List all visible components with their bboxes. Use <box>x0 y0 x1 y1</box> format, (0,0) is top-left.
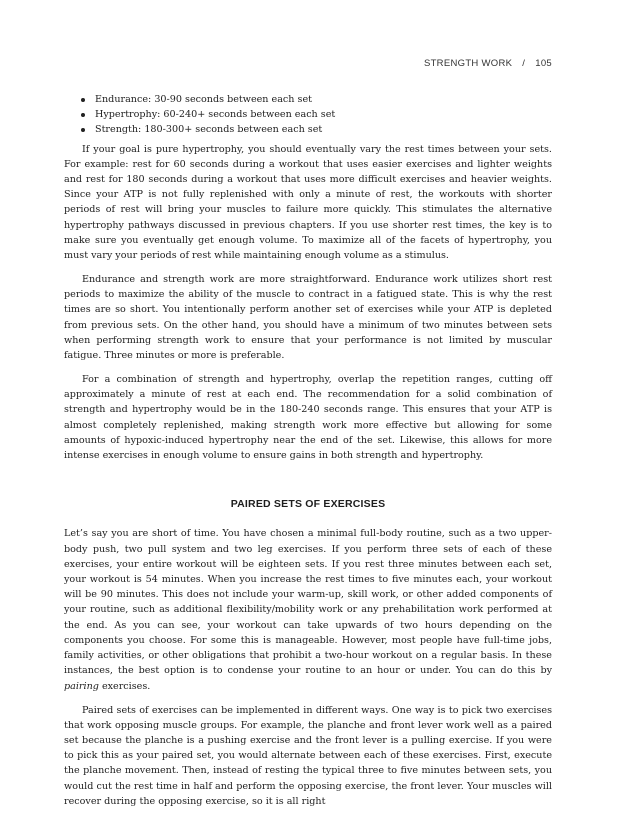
body-paragraph: For a combination of strength and hypertrophy, overlap the repetition ranges, cutting off approximately a minute of rest at each end. The recommendation for a solid combination of strength and hypertrophy would be in the 180-240 seconds range. This ensures that your ATP is almost completely replenished, making strength work more effective but allowing for some amounts of hypoxic-induced hypertrophy near the end of the set. Likewise, this allows for more intense exercises in enough volume to ensure gains in both strength and hypertrophy. <box>64 374 552 462</box>
section-heading: PAIRED SETS OF EXERCISES <box>230 498 386 511</box>
emphasis-text: pairing <box>64 680 99 692</box>
page-number: 105 <box>535 58 552 69</box>
list-item: Endurance: 30-90 seconds between each set <box>64 92 552 107</box>
running-header-separator: / <box>522 58 526 69</box>
rest-time-list <box>64 92 552 138</box>
body-paragraph: If your goal is pure hypertrophy, you should eventually vary the rest times between your sets. For example: rest for 60 seconds during a workout that uses easier exercises and lighter weights and rest for 180 seconds during a workout that uses more difficult exercises and heavier weights. Since your ATP is not fully replenished with only a minute of rest, the workouts with shorter periods of rest will bring your muscles to failure more quickly. This stimulates the alternative hypertrophy pathways discussed in previous chapters. If you use shorter rest times, the key is to make sure you eventually get enough volume. To maximize all of the facets of hypertrophy, you must vary your periods of rest while maintaining enough volume as a stimulus. <box>64 143 552 262</box>
body-paragraph: Endurance and strength work are more straightforward. Endurance work utilizes short rest periods to maximize the ability of the muscle to contract in a fatigued state. This is why the rest times are so short. You intentionally perform another set of exercises while your ATP is depleted from previous sets. On the other hand, you should have a minimum of two minutes between sets when performing strength work to ensure that your performance is not limited by muscular fatigue. Three minutes or more is preferable. <box>64 274 552 362</box>
page-body <box>64 92 552 818</box>
running-header <box>424 58 552 69</box>
body-paragraph <box>64 526 552 693</box>
running-header-section: STRENGTH WORK <box>423 58 513 69</box>
list-item: Hypertrophy: 60-240+ seconds between each set <box>64 107 552 122</box>
paragraph-text: Let’s say you are short of time. You have chosen a minimal full-body routine, such as a two upper-body push, two pull system and two leg exercises. If you perform three sets of each of these exercises, your entire workout will be eighteen sets. If you rest three minutes between each set, your workout is 54 minutes. When you increase the rest times to five minutes each, your workout will be 90 minutes. This does not include your warm-up, skill work, or other added components of your routine, such as additional flexibility/mobility work or any prehabilitation work performed at the end. As you can see, your workout can take upwards of two hours depending on the components you choose. For some this is manageable. However, most people have full-time jobs, family activities, or other obligations that prohibit a two-hour workout on a regular basis. In these instances, the best option is to condense your routine to an hour or under. You can do this by <box>64 528 552 677</box>
body-paragraph: Paired sets of exercises can be implemented in different ways. One way is to pick two exercises that work opposing muscle groups. For example, the planche and front lever work well as a paired set because the planche is a pushing exercise and the front lever is a pulling exercise. If you were to pick this as your paired set, you would alternate between each of these exercises. First, execute the planche movement. Then, instead of resting the typical three to five minutes between sets, you would cut the rest time in half and perform the opposing exercise, the front lever. Your muscles will recover during the opposing exercise, so it is all right <box>64 704 552 807</box>
paragraph-text: exercises. <box>98 680 151 692</box>
list-item: Strength: 180-300+ seconds between each set <box>64 122 552 137</box>
